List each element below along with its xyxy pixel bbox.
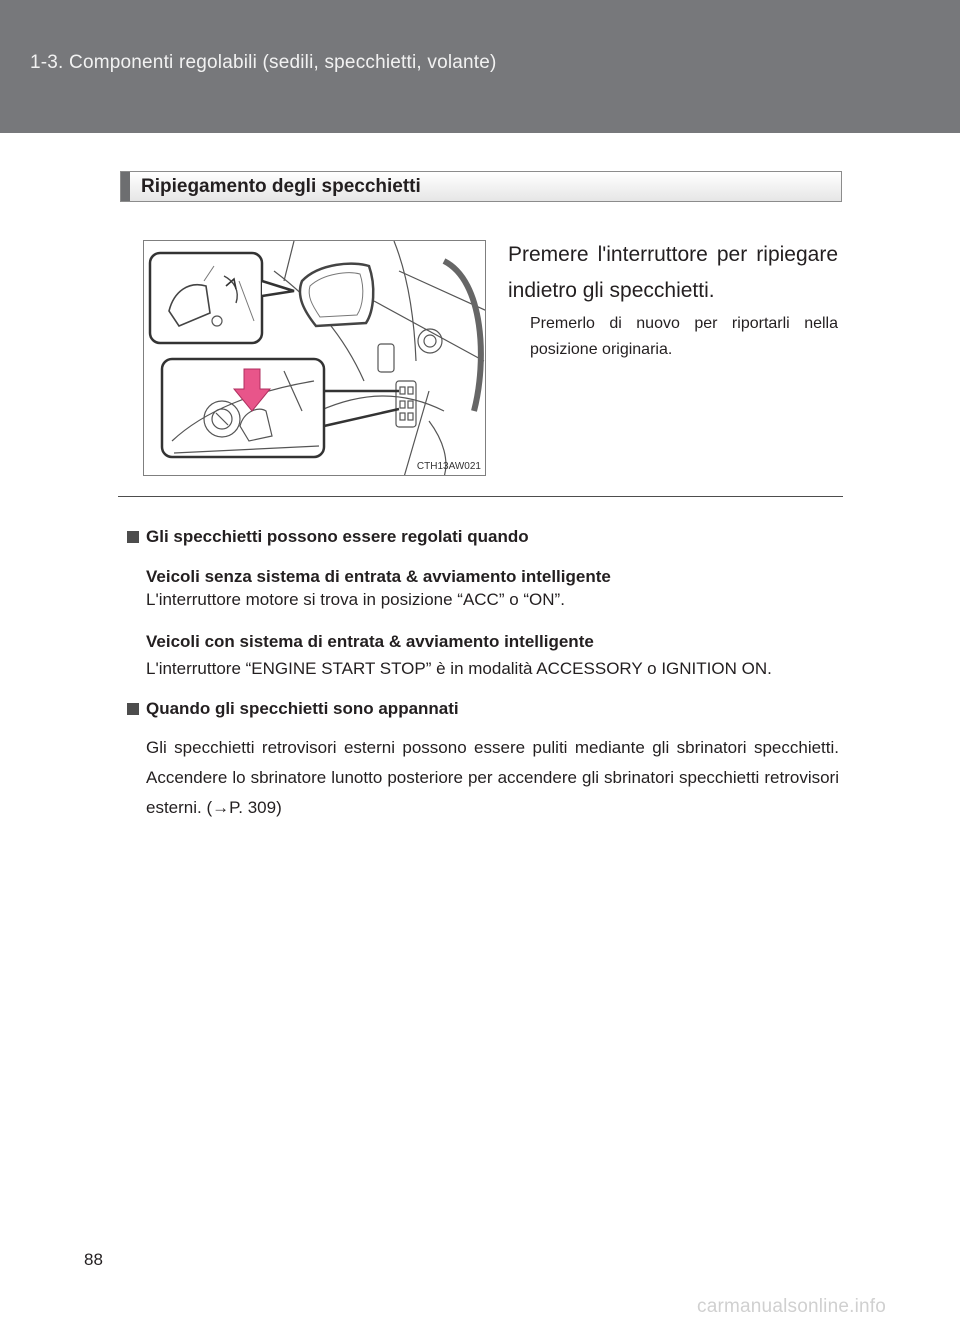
- page-header: [0, 0, 960, 133]
- note-heading-text: Gli specchietti possono essere regolati quando: [146, 527, 529, 546]
- illustration-drawing: [144, 241, 486, 476]
- instruction-sub: Premerlo di nuovo per riportarli nella posizione originaria.: [530, 315, 838, 358]
- section-title-box: [120, 171, 842, 202]
- title-accent-bar: [121, 172, 130, 201]
- note-paragraph: L'interruttore motore si trova in posizione “ACC” o “ON”.: [146, 590, 565, 609]
- note-paragraph: L'interruttore “ENGINE START STOP” è in modalità ACCESSORY o IGNITION ON.: [146, 659, 772, 678]
- notes-section: [127, 525, 839, 823]
- note-heading: [127, 697, 839, 721]
- bullet-square-icon: [127, 703, 139, 715]
- note-subheading: Veicoli senza sistema di entrata & avviamento intelligente: [146, 567, 611, 586]
- chapter-title: 1-3. Componenti regolabili (sedili, specchietti, volante): [30, 52, 497, 73]
- note-paragraph: Gli specchietti retrovisori esterni possono essere puliti mediante gli sbrinatori specchietti. Accendere lo sbrinatore lunotto posteriore per accendere gli sbrinatori specchietti retrovisori esterni. (→P. 309): [146, 738, 839, 817]
- instruction-main: Premere l'interruttore per ripiegare indietro gli specchietti.: [508, 243, 838, 302]
- watermark: carmanualsonline.info: [697, 1296, 887, 1317]
- figure-code: CTH13AW021: [416, 461, 481, 472]
- section-divider: [118, 496, 843, 497]
- section-title: Ripiegamento degli specchietti: [141, 176, 421, 197]
- bullet-square-icon: [127, 531, 139, 543]
- note-heading: [127, 525, 839, 549]
- mirror-fold-illustration: [143, 240, 486, 476]
- note-heading-text: Quando gli specchietti sono appannati: [146, 699, 459, 718]
- note-subheading: Veicoli con sistema di entrata & avviamento intelligente: [146, 632, 594, 651]
- page-number: 88: [84, 1250, 103, 1269]
